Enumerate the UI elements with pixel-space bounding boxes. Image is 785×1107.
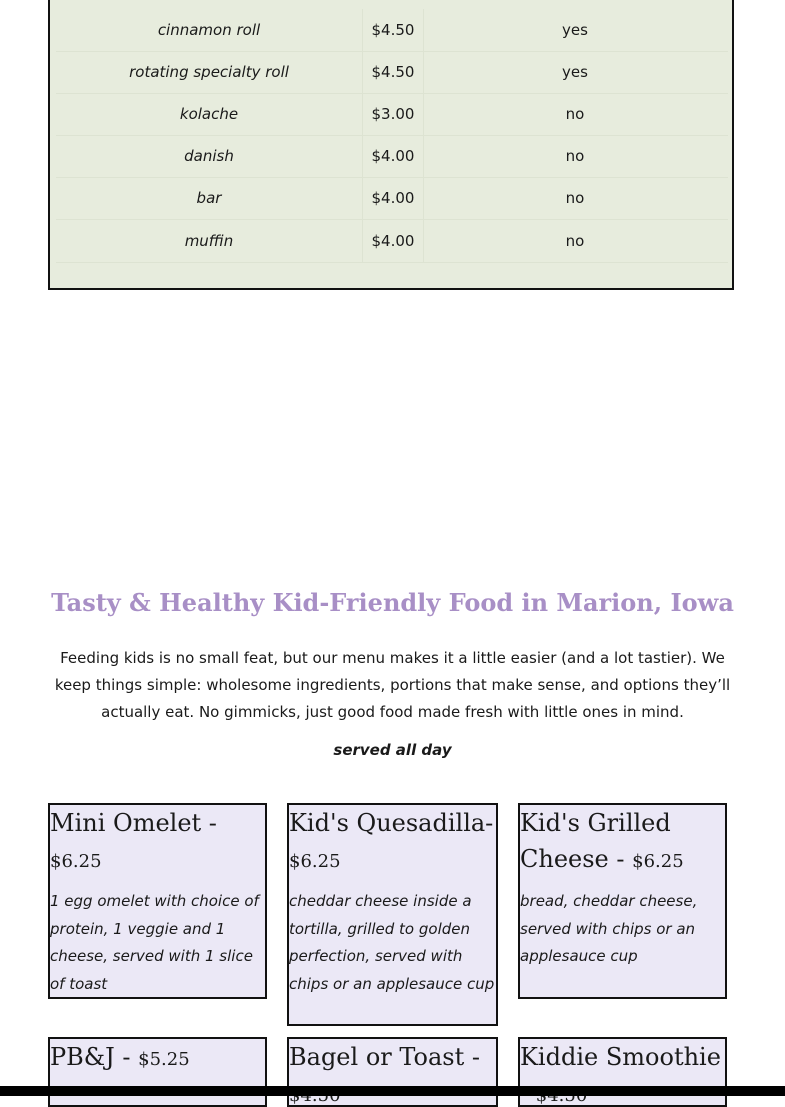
item-price: $4.50 [362, 9, 424, 51]
item-flag: no [565, 232, 585, 250]
item-name: kolache [179, 105, 239, 123]
card-title [289, 1039, 496, 1107]
table-row [56, 135, 728, 178]
item-price: $4.00 [362, 220, 424, 262]
card-title [289, 805, 496, 880]
card-title [520, 805, 725, 880]
item-flag: no [565, 147, 585, 165]
item-flag: no [565, 105, 585, 123]
item-name: danish [184, 147, 234, 165]
item-price: $4.00 [362, 177, 424, 219]
item-flag: yes [562, 21, 588, 39]
menu-card-mini-omelet [48, 803, 267, 999]
card-description: cheddar cheese inside a tortilla, grilled to golden perfection, served with chips or an applesauce cup [289, 892, 495, 993]
card-title [520, 1039, 725, 1107]
menu-card-bagel-or-toast [287, 1037, 498, 1107]
item-flag: yes [562, 63, 588, 81]
table-row [56, 51, 728, 94]
card-name: Kid's Grilled Cheese - [520, 809, 671, 873]
item-name: cinnamon roll [157, 21, 261, 39]
item-price: $3.00 [362, 93, 424, 135]
menu-card-kids-quesadilla [287, 803, 498, 1026]
item-flag: no [565, 189, 585, 207]
menu-card-pbj [48, 1037, 267, 1107]
section-title: Tasty & Healthy Kid-Friendly Food in Marion, Iowa [51, 588, 734, 617]
table-row [56, 177, 728, 220]
card-name: Kid's Quesadilla- [289, 809, 494, 837]
menu-card-kiddie-smoothie [518, 1037, 727, 1107]
pastry-table [48, 0, 734, 290]
served-all-day-note: served all day [333, 741, 452, 759]
item-price: $4.50 [362, 51, 424, 93]
item-name: rotating specialty roll [129, 63, 289, 81]
card-name: Kiddie Smoothie [520, 1043, 721, 1071]
card-description: bread, cheddar cheese, served with chips or an applesauce cup [520, 892, 698, 965]
card-title [50, 805, 265, 880]
item-name: bar [196, 189, 222, 207]
item-price: $4.00 [362, 135, 424, 177]
table-row [56, 220, 728, 263]
section-intro: Feeding kids is no small feat, but our menu makes it a little easier (and a lot tastier). We keep things simple: wholesome ingredients, portions that make sense, and options they’ll actually eat. No gimmicks, just good food made fresh with little ones in mind. [54, 649, 731, 721]
card-price: $6.25 [632, 851, 684, 872]
card-price: $6.25 [50, 851, 102, 872]
card-price: $5.25 [138, 1049, 190, 1070]
table-row [56, 9, 728, 52]
card-name: PB&J - [50, 1043, 131, 1071]
bottom-edge-bar [0, 1086, 785, 1096]
card-price: $6.25 [289, 851, 341, 872]
card-name: Bagel or Toast - [289, 1043, 480, 1071]
card-title [50, 1039, 265, 1078]
card-description: 1 egg omelet with choice of protein, 1 veggie and 1 cheese, served with 1 slice of toast [50, 892, 259, 993]
item-name: muffin [184, 232, 234, 250]
card-name: Mini Omelet - [50, 809, 217, 837]
table-row [56, 93, 728, 136]
menu-card-kids-grilled-cheese [518, 803, 727, 999]
